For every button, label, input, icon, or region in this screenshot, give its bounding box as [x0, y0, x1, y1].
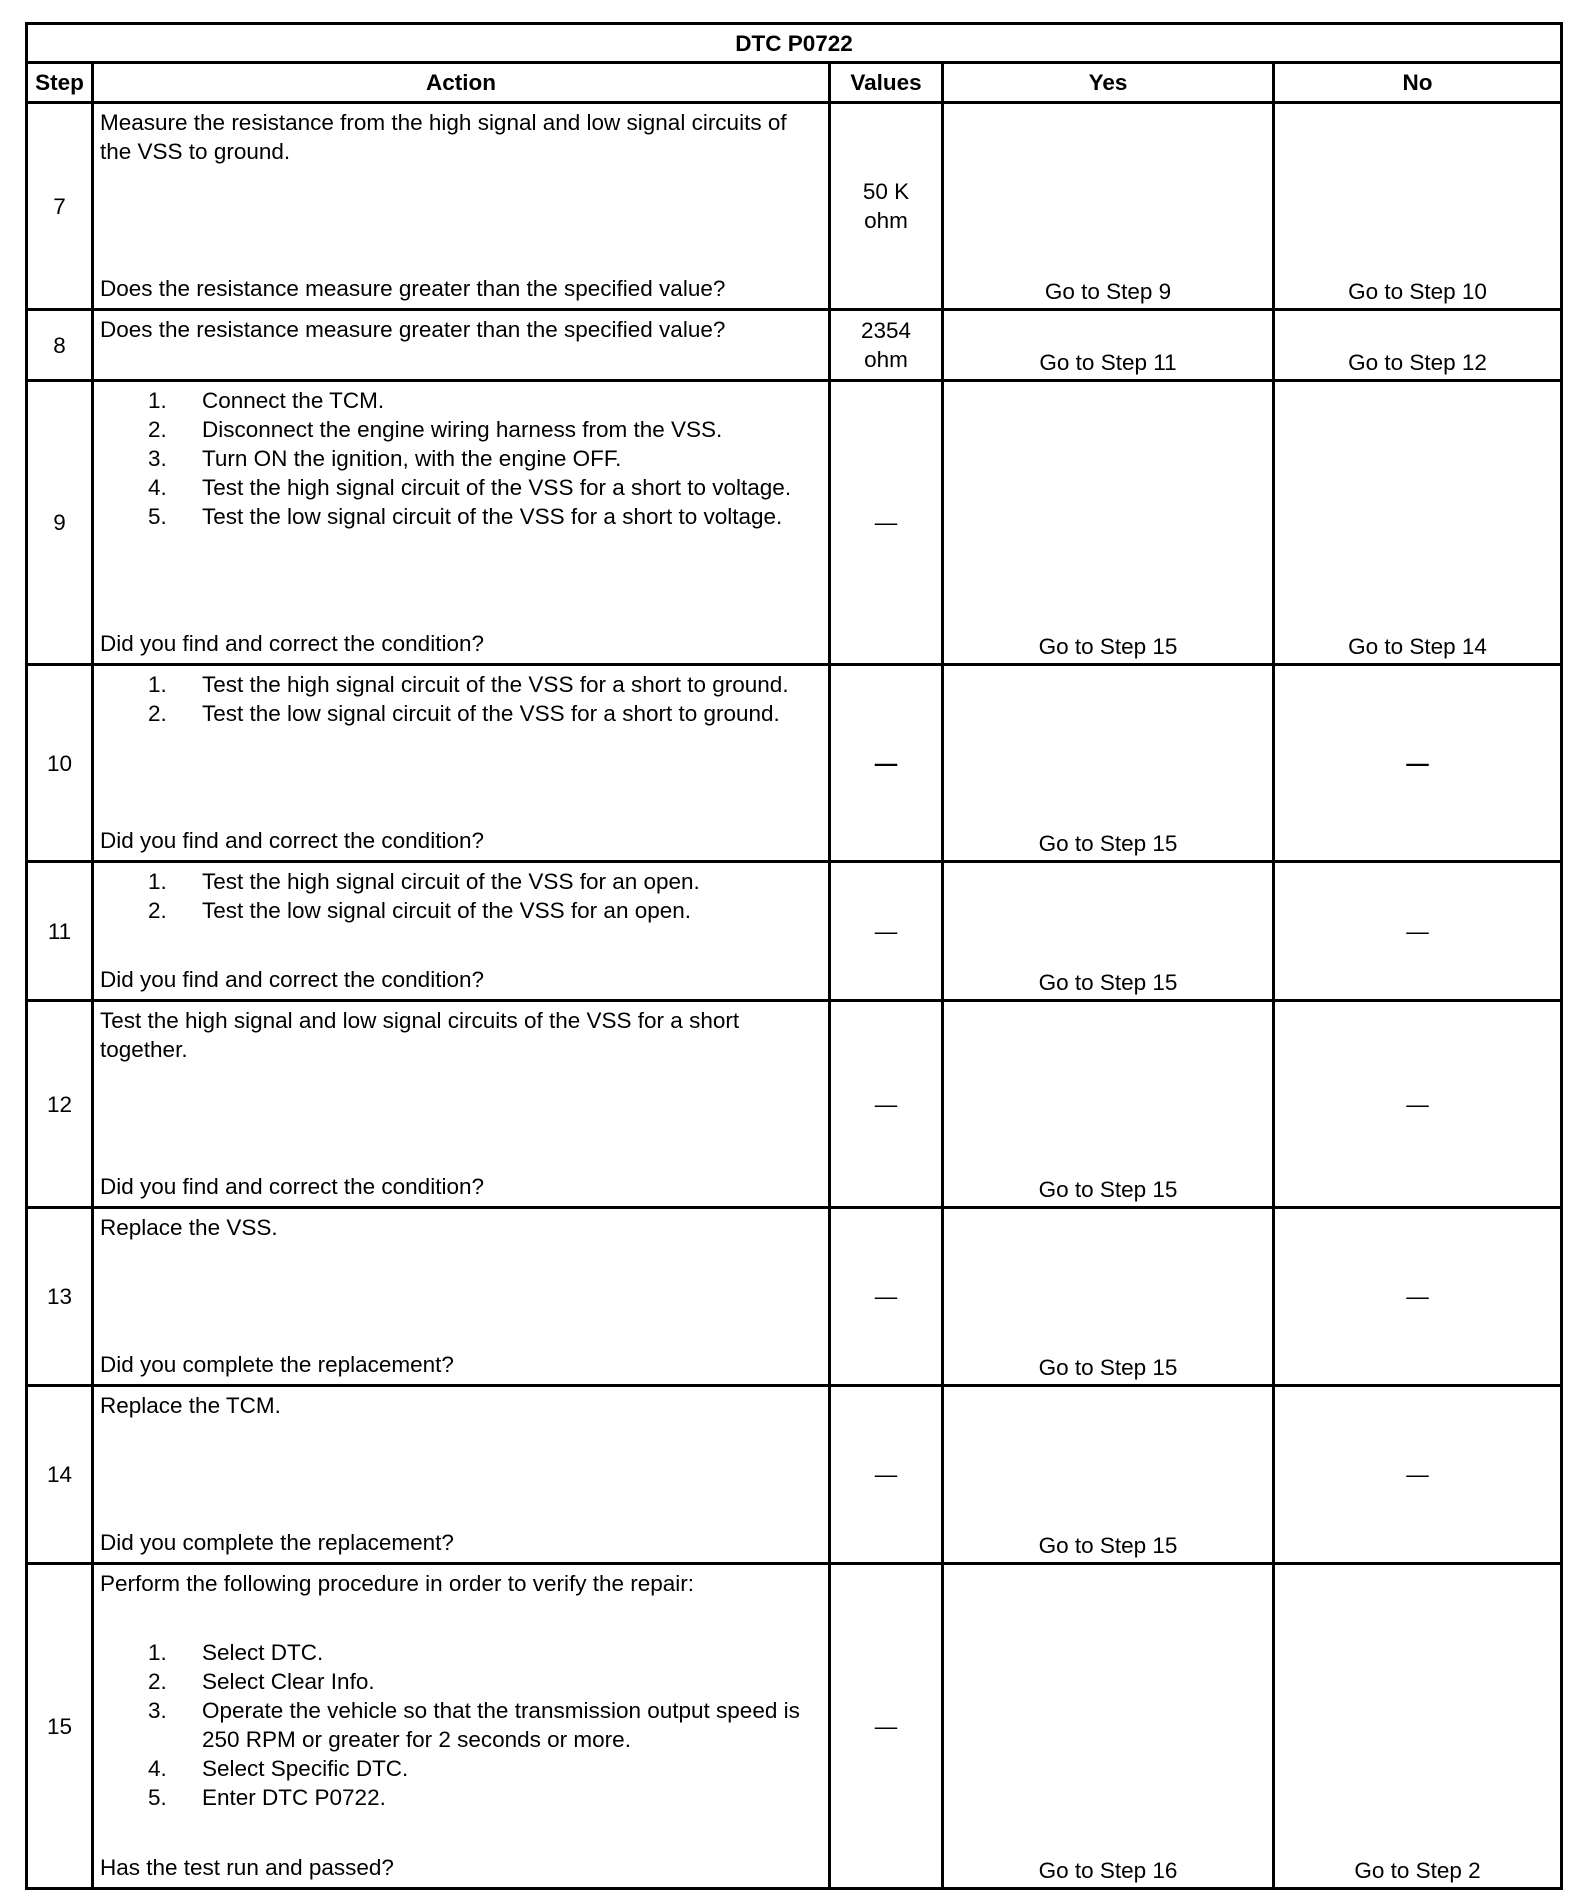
- table-row: [27, 310, 1562, 381]
- value-unit: ohm: [864, 347, 908, 372]
- no-cell: [1274, 310, 1562, 381]
- action-cell: [93, 1208, 830, 1386]
- no-cell: —: [1274, 665, 1562, 862]
- list-item: 5. Enter DTC P0722.: [148, 1785, 386, 1810]
- no-goto: Go to Step 12: [1348, 350, 1487, 375]
- list-item: 2. Test the low signal circuit of the VSS for a short to ground.: [148, 701, 780, 726]
- procedure-list: [100, 867, 824, 925]
- action-cell: [93, 665, 830, 862]
- yes-goto: Go to Step 16: [1038, 1858, 1178, 1883]
- header-step: Step: [27, 63, 93, 103]
- header-action: Action: [93, 63, 830, 103]
- table-row: [27, 1564, 1562, 1889]
- step-number: 7: [27, 103, 93, 310]
- action-question: Does the resistance measure greater than the specified value?: [100, 276, 726, 301]
- action-question: Did you find and correct the condition?: [100, 967, 484, 992]
- list-item: 1. Connect the TCM.: [148, 388, 385, 413]
- action-question: Did you complete the replacement?: [100, 1352, 454, 1377]
- table-row: [27, 103, 1562, 310]
- action-cell: [93, 1386, 830, 1564]
- values-cell: —: [830, 1001, 943, 1208]
- action-cell: [93, 310, 830, 381]
- action-cell: [93, 381, 830, 665]
- values-cell: —: [830, 381, 943, 665]
- dtc-table: [25, 22, 1563, 1890]
- yes-cell: [943, 1208, 1274, 1386]
- yes-cell: [943, 862, 1274, 1001]
- no-cell: —: [1274, 1001, 1562, 1208]
- action-cell: [93, 1001, 830, 1208]
- list-item: 3. Turn ON the ignition, with the engine OFF.: [148, 446, 622, 471]
- action-intro: Replace the TCM.: [100, 1393, 281, 1418]
- yes-goto: Go to Step 11: [1039, 350, 1177, 375]
- no-cell: —: [1274, 1386, 1562, 1564]
- yes-goto: Go to Step 15: [1038, 831, 1178, 856]
- action-cell: [93, 862, 830, 1001]
- yes-goto: Go to Step 15: [1038, 1177, 1178, 1202]
- table-row: [27, 381, 1562, 665]
- value-unit: ohm: [864, 208, 908, 233]
- action-question: Has the test run and passed?: [100, 1855, 394, 1880]
- value-amount: 50 K: [862, 179, 910, 204]
- table-title-row: [27, 24, 1562, 63]
- list-item: 3. Operate the vehicle so that the transmission output speed is 250 RPM or greater for 2 seconds or more.: [148, 1698, 800, 1752]
- yes-cell: [943, 1386, 1274, 1564]
- step-number: 11: [27, 862, 93, 1001]
- step-number: 10: [27, 665, 93, 862]
- values-cell: [830, 103, 943, 310]
- values-cell: —: [830, 1208, 943, 1386]
- yes-cell: [943, 381, 1274, 665]
- no-cell: [1274, 381, 1562, 665]
- header-yes: Yes: [943, 63, 1274, 103]
- action-intro: Test the high signal and low signal circuits of the VSS for a short together.: [100, 1008, 740, 1062]
- table-row: [27, 665, 1562, 862]
- values-cell: —: [830, 862, 943, 1001]
- action-question: Did you find and correct the condition?: [100, 828, 484, 853]
- yes-cell: [943, 665, 1274, 862]
- yes-goto: Go to Step 15: [1038, 1355, 1178, 1380]
- action-cell: [93, 103, 830, 310]
- value-amount: 2354: [860, 318, 912, 343]
- values-cell: [830, 310, 943, 381]
- no-cell: —: [1274, 1208, 1562, 1386]
- step-number: 8: [27, 310, 93, 381]
- action-intro: Measure the resistance from the high signal and low signal circuits of the VSS to ground.: [100, 110, 787, 164]
- no-cell: [1274, 1564, 1562, 1889]
- procedure-list: [100, 1638, 824, 1812]
- header-values: Values: [830, 63, 943, 103]
- action-question: Did you complete the replacement?: [100, 1530, 454, 1555]
- table-row: [27, 1386, 1562, 1564]
- header-no: No: [1274, 63, 1562, 103]
- table-row: [27, 1208, 1562, 1386]
- action-question: Does the resistance measure greater than the specified value?: [100, 317, 726, 342]
- no-cell: [1274, 103, 1562, 310]
- yes-cell: [943, 1001, 1274, 1208]
- list-item: 4. Select Specific DTC.: [148, 1756, 409, 1781]
- yes-goto: Go to Step 15: [1038, 970, 1178, 995]
- list-item: 5. Test the low signal circuit of the VSS for a short to voltage.: [148, 504, 783, 529]
- list-item: 2. Test the low signal circuit of the VSS for an open.: [148, 898, 692, 923]
- list-item: 1. Test the high signal circuit of the VSS for a short to ground.: [148, 672, 789, 697]
- yes-cell: [943, 103, 1274, 310]
- yes-cell: [943, 1564, 1274, 1889]
- list-item: 2. Disconnect the engine wiring harness from the VSS.: [148, 417, 723, 442]
- procedure-list: [100, 670, 824, 728]
- values-cell: —: [830, 665, 943, 862]
- values-cell: —: [830, 1386, 943, 1564]
- yes-goto: Go to Step 15: [1038, 1533, 1178, 1558]
- step-number: 13: [27, 1208, 93, 1386]
- procedure-list: [100, 386, 824, 531]
- yes-goto: Go to Step 9: [1044, 279, 1172, 304]
- step-number: 12: [27, 1001, 93, 1208]
- table-header-row: [27, 63, 1562, 103]
- no-goto: Go to Step 2: [1354, 1858, 1481, 1883]
- action-question: Did you find and correct the condition?: [100, 1174, 484, 1199]
- yes-goto: Go to Step 15: [1038, 634, 1178, 659]
- no-goto: Go to Step 10: [1348, 279, 1487, 304]
- list-item: 2. Select Clear Info.: [148, 1669, 375, 1694]
- action-cell: [93, 1564, 830, 1889]
- list-item: 1. Select DTC.: [148, 1640, 324, 1665]
- list-item: 4. Test the high signal circuit of the VSS for a short to voltage.: [148, 475, 792, 500]
- step-number: 15: [27, 1564, 93, 1889]
- step-number: 14: [27, 1386, 93, 1564]
- table-title: DTC P0722: [27, 24, 1562, 63]
- table-row: [27, 1001, 1562, 1208]
- no-goto: Go to Step 14: [1348, 634, 1487, 659]
- values-cell: —: [830, 1564, 943, 1889]
- yes-cell: [943, 310, 1274, 381]
- action-intro: Perform the following procedure in order to verify the repair:: [100, 1571, 695, 1596]
- action-question: Did you find and correct the condition?: [100, 631, 484, 656]
- list-item: 1. Test the high signal circuit of the VSS for an open.: [148, 869, 700, 894]
- table-row: [27, 862, 1562, 1001]
- action-intro: Replace the VSS.: [100, 1215, 278, 1240]
- step-number: 9: [27, 381, 93, 665]
- no-cell: —: [1274, 862, 1562, 1001]
